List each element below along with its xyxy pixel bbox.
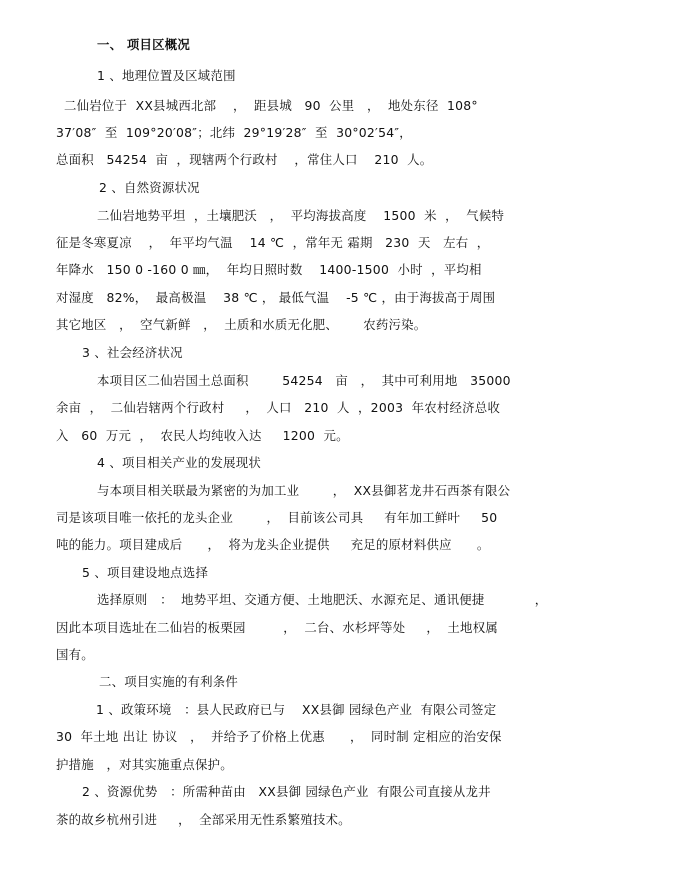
paragraph-line: 本项目区二仙岩国土总面积 54254 亩 ， 其中可利用地 35000 — [97, 373, 511, 388]
subheading-location: 1 、地理位置及区域范围 — [97, 68, 236, 83]
paragraph-line: 征是冬寒夏凉 ， 年平均气温 14 ℃ ，常年无 霜期 230 天 左右 ， — [56, 235, 490, 250]
subheading-natural-resources: 2 、自然资源状况 — [99, 180, 200, 195]
subheading-resource-advantage: 2 、资源优势 ：所需种苗由 XX县御 园绿色产业 有限公司直接从龙井 — [82, 784, 491, 799]
paragraph-line: 司是该项目唯一依托的龙头企业 ， 目前该公司具 有年加工鲜叶 50 — [56, 510, 498, 525]
paragraph-line: 选择原则 ： 地势平坦、交通方便、土地肥沃、水源充足、通讯便捷 ， — [97, 592, 548, 607]
paragraph-line: 30 年土地 出让 协议 ， 并给予了价格上优惠 ， 同时制 定相应的治安保 — [56, 729, 502, 744]
paragraph-line: 总面积 54254 亩 ，现辖两个行政村 ，常住人口 210 人。 — [56, 152, 433, 167]
paragraph-line: 吨的能力。项目建成后 ， 将为龙头企业提供 充足的原材料供应 。 — [56, 537, 490, 552]
subheading-policy-environment: 1 、政策环境 ：县人民政府已与 XX县御 园绿色产业 有限公司签定 — [96, 702, 497, 717]
subheading-related-industry: 4 、项目相关产业的发展现状 — [97, 455, 262, 470]
subheading-site-selection: 5 、项目建设地点选择 — [82, 565, 209, 580]
paragraph-line: 与本项目相关联最为紧密的为加工业 ， XX县御茗龙井石西茶有限公 — [97, 483, 511, 498]
paragraph-line: 国有。 — [56, 647, 94, 662]
paragraph-line: 入 60 万元 ， 农民人均纯收入达 1200 元。 — [56, 428, 349, 443]
paragraph-line: 其它地区 ， 空气新鲜 ， 土质和水质无化肥、 农药污染。 — [56, 317, 427, 332]
section-heading-project-overview: 一、 项目区概况 — [97, 37, 191, 52]
paragraph-line: 37′08″ 至 109°20′08″；北纬 29°19′28″ 至 30°02′54″， — [56, 125, 412, 140]
paragraph-line: 余亩 ， 二仙岩辖两个行政村 ， 人口 210 人 ，2003 年农村经济总收 — [56, 400, 501, 415]
paragraph-line: 因此本项目选址在二仙岩的板栗园 ， 二台、水杉坪等处 ， 土地权属 — [56, 620, 498, 635]
paragraph-line: 二仙岩地势平坦 ，土壤肥沃 ， 平均海拔高度 1500 米 ， 气候特 — [97, 208, 505, 223]
subheading-social-economy: 3 、社会经济状况 — [82, 345, 183, 360]
paragraph-line: 茶的故乡杭州引进 ， 全部采用无性系繁殖技术。 — [56, 812, 351, 827]
section-heading-favorable-conditions: 二、项目实施的有利条件 — [99, 674, 239, 689]
paragraph-line: 护措施 ，对其实施重点保护。 — [56, 757, 233, 772]
paragraph-line: 二仙岩位于 XX县城西北部 ， 距县城 90 公里 ， 地处东径 108° — [64, 98, 478, 113]
paragraph-line: 年降水 150 0 -160 0 ㎜， 年均日照时数 1400-1500 小时 ，平均相 — [56, 262, 482, 277]
paragraph-line: 对湿度 82%， 最高极温 38 ℃ ， 最低气温 -5 ℃ ，由于海拔高于周围 — [56, 290, 496, 305]
